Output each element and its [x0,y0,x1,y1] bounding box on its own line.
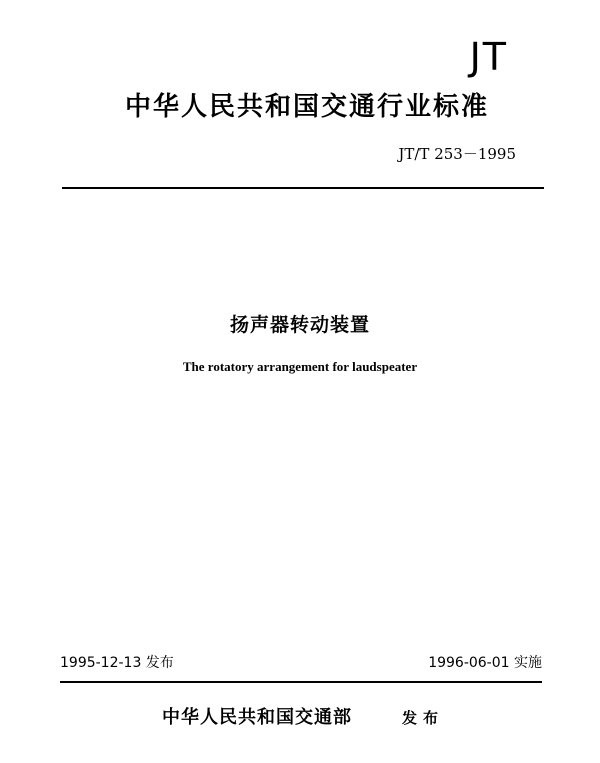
issue-label: 发布 [402,709,445,727]
document-title: 扬声器转动装置 [229,314,370,336]
issue-date: 1995-12-13 发布 [60,655,174,671]
top-divider [62,187,544,189]
industry-standard-title: 中华人民共和国交通行业标准 [124,92,489,122]
issuing-authority: 中华人民共和国交通部 [162,707,352,728]
document-english-title: The rotatory arrangement for laudspeater [182,359,418,374]
effective-date: 1996-06-01 实施 [428,655,542,671]
bottom-divider [60,681,542,683]
jt-logo: JT [469,35,508,79]
standard-code: JT/T 253－1995 [398,145,516,163]
